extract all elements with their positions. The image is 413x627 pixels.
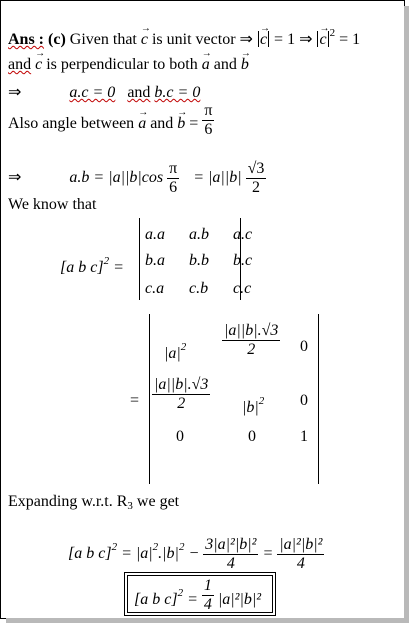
text: and [127,84,151,101]
panel-shadow [6,618,409,623]
equation: = |a||b| [193,169,242,187]
matrix-entry: c.c [233,280,252,297]
exponent: 2 [103,255,110,267]
exponent: 2 [258,395,265,407]
line-angle [8,102,214,139]
denominator: 4 [226,555,235,572]
fraction [202,102,214,139]
exponent: 2 [178,541,185,554]
fraction [152,376,210,413]
text: Also angle between [8,115,135,133]
text: |a| [164,345,181,362]
vector-c: → c [319,31,326,49]
text: |b| [242,399,259,416]
line-given-unit-vector [8,24,360,49]
text: Expanding w.r.t. R [8,493,128,510]
equation: b.c = 0 [154,84,201,101]
denominator: 6 [204,121,213,138]
text: − [188,545,200,563]
denominator: 2 [247,341,256,358]
box-product: [a b c] [134,591,178,608]
fraction [277,536,324,573]
fraction [246,160,267,197]
numerator: π [169,160,178,177]
det2-r2c1 [152,376,210,413]
matrix-entry: b.b [189,252,209,269]
text: Given that [69,31,137,48]
numerator: √3 [247,160,265,177]
answer-label: Ans : [8,31,45,48]
numerator: |a|²|b|² [279,536,323,553]
fraction [222,322,280,359]
final-answer [134,576,262,614]
det-row-1 [145,226,265,244]
implies-symbol: ⇒ [8,169,22,187]
det2-r1c1 [164,338,186,363]
det2-r2c2 [242,392,264,417]
determinant-bar [139,218,140,300]
denominator: 6 [169,179,178,196]
matrix-entry: c.a [145,280,165,297]
text: and [213,56,237,73]
line-ab-dot [8,160,266,197]
equation: = |a| [121,545,153,563]
text: = [262,545,274,563]
text: 1 [300,428,308,445]
matrix-entry: a.c [233,226,253,243]
subscript: 3 [127,500,133,512]
text: We know that [8,196,97,213]
vector-b: → b [241,56,249,74]
box-product: [a b c] [60,259,104,276]
implies-symbol: ⇒ [239,31,253,48]
vector-a: → a [202,56,210,74]
text: we get [136,493,180,510]
determinant-lhs [60,252,124,277]
exponent: 2 [111,541,118,554]
exponent: 2 [152,541,159,554]
matrix-entry: b.a [145,252,165,269]
text: and [8,56,32,73]
matrix-entry: a.b [189,226,209,243]
text: = [187,591,198,608]
numerator: π [204,102,213,119]
vector-c: → c [141,31,148,49]
fraction [167,160,179,197]
numerator: 3|a|²|b|² [205,536,257,553]
text: = [113,259,124,276]
text: and [150,115,174,133]
line-we-know [8,196,96,214]
line-expanding [8,493,179,515]
box-product: [a b c] [68,545,112,563]
text: is unit vector [151,31,236,48]
text: 0 [248,428,256,445]
text: 0 [300,338,308,355]
exponent: 2 [177,587,184,599]
equation: .|b| [158,545,179,563]
line-perpendicular [8,56,249,74]
fraction [202,577,214,614]
denominator: 4 [203,595,212,613]
equation: a.c = 0 [69,84,116,101]
denominator: 2 [177,395,186,412]
vector-c: → c [35,56,42,74]
equation: |a|²|b|² [217,591,262,608]
implies-symbol: ⇒ [299,31,313,48]
text: = 1 [274,31,296,48]
numerator: |a||b|.√3 [154,376,209,393]
det-row-3 [145,280,265,298]
equation: a.b = |a||b|cos [69,169,164,187]
matrix-entry: a.a [145,226,165,243]
text: 0 [176,428,184,445]
answer-option: (c) [48,31,66,48]
vector-a: → a [138,115,146,133]
text: = [189,115,199,133]
exponent: 2 [180,341,187,353]
line-expansion-result [68,536,324,573]
denominator: 4 [296,555,305,572]
text: 0 [300,392,308,409]
denominator: 2 [251,179,260,196]
fraction [203,536,258,573]
line-dot-products-zero [8,84,200,102]
det2-r1c2 [222,322,280,359]
vector-c: → c [260,31,267,49]
numerator: |a||b|.√3 [224,322,279,339]
determinant-bar [318,314,319,484]
det-row-2 [145,252,265,270]
vector-b: → b [177,115,185,133]
text: = [130,392,140,409]
determinant-bar [149,314,150,484]
matrix-entry: c.b [189,280,209,297]
implies-symbol: ⇒ [8,84,22,101]
text: is perpendicular to both [46,56,198,73]
text: = 1 [339,31,361,48]
matrix-entry: b.c [233,252,253,269]
numerator: 1 [203,576,212,594]
exponent: 2 [329,27,336,39]
panel-shadow [404,6,409,622]
